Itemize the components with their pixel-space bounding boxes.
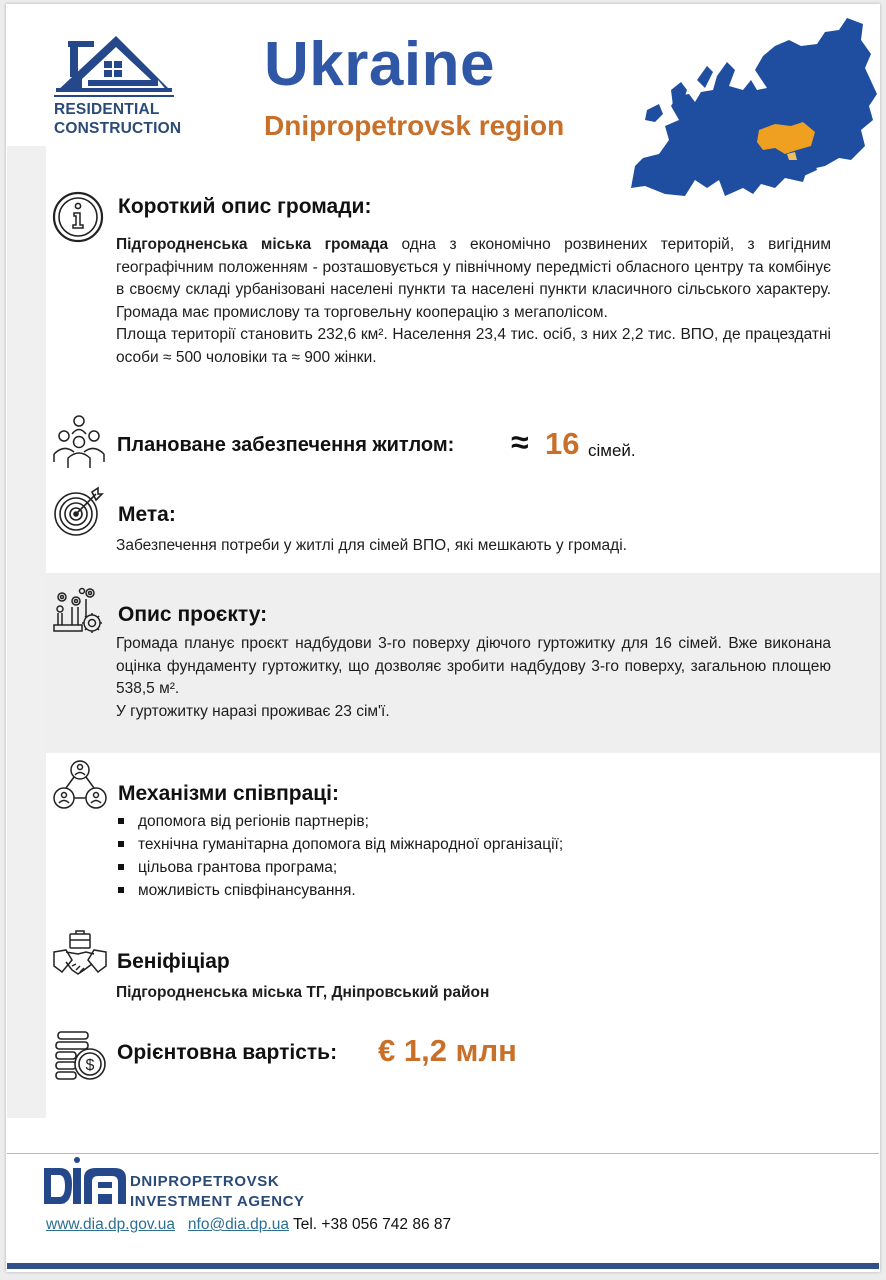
list-item: цільова грантова програма; <box>116 856 563 879</box>
project-residents: У гуртожитку наразі проживає 23 сім'ї. <box>116 702 390 720</box>
left-decorative-strip <box>7 146 46 1118</box>
footer-bottom-bar <box>7 1263 879 1269</box>
project-text <box>116 633 831 723</box>
logo-text-line1: RESIDENTIAL <box>54 101 160 118</box>
project-description: Громада планує проєкт надбудови 3-го поверху діючого гуртожитку для 16 сімей. Вже виконана оцінка фундаменту гуртожитку, що дозволяє зробити надбудову 3-го поверху, загальною площею 538,5 м². <box>116 635 831 697</box>
handshake-icon <box>52 930 108 985</box>
residential-construction-logo <box>48 36 208 138</box>
gears-icon <box>52 587 104 640</box>
europe-map-icon <box>625 10 880 200</box>
list-item: допомога від регіонів партнерів; <box>116 810 563 833</box>
contact-line <box>46 1216 451 1234</box>
house-logo-icon <box>48 36 178 100</box>
info-icon <box>52 191 104 248</box>
goal-text: Забезпечення потреби у житлі для сімей ВПО, які мешкають у громаді. <box>116 537 627 554</box>
footer-divider <box>7 1153 879 1154</box>
list-item: технічна гуманітарна допомога від міжнародної організації; <box>116 833 563 856</box>
agency-name-line1: DNIPROPETROVSK <box>130 1173 280 1190</box>
coins-dollar-icon <box>54 1030 108 1087</box>
approx-sign: ≈ <box>511 424 529 460</box>
cost-label: Орієнтовна вартість: <box>117 1041 338 1064</box>
description-body: одна з економічно розвинених територій, з вигідним географічним положенням - розташовується у північному передмісті обласного центру та комбінує в своєму складі урбанізовані населені пункти та населені пункти класичного сільського характеру. Громада має промислову та торговельну кооперацію з мегаполісом. <box>116 236 831 321</box>
cooperation-title: Механізми співпраці: <box>118 782 340 805</box>
target-icon <box>52 486 104 543</box>
cost-value: € 1,2 млн <box>378 1033 517 1068</box>
description-text <box>116 234 831 369</box>
email-link[interactable]: nfo@dia.dp.ua <box>187 1216 289 1233</box>
people-group-icon <box>50 412 108 475</box>
cooperation-list <box>116 810 563 902</box>
website-link[interactable]: www.dia.dp.gov.ua <box>46 1216 175 1233</box>
agency-name-line2: INVESTMENT AGENCY <box>130 1193 305 1210</box>
list-item: можливість співфінансування. <box>116 879 563 902</box>
housing-unit: сімей. <box>588 441 636 460</box>
agency-name <box>130 1172 305 1212</box>
description-title: Короткий опис громади: <box>118 195 372 218</box>
phone-number: Tel. +38 056 742 86 87 <box>292 1216 452 1233</box>
beneficiary-text: Підгородненська міська ТГ, Дніпровський район <box>116 984 490 1001</box>
project-title: Опис проєкту: <box>118 603 268 626</box>
page-title: Ukraine <box>264 30 495 99</box>
page-subtitle: Dnipropetrovsk region <box>264 110 565 141</box>
beneficiary-title: Беніфіціар <box>117 950 230 973</box>
community-name: Підгородненська міська громада <box>116 236 389 253</box>
svg-text:$: $ <box>85 1057 95 1074</box>
housing-value: 16 <box>545 426 580 461</box>
dia-logo <box>44 1156 128 1213</box>
logo-text-line2: CONSTRUCTION <box>54 120 182 137</box>
description-stats: Площа території становить 232,6 км². Населення 23,4 тис. осіб, з них 2,2 тис. ВПО, де працездатні особи ≈ 500 чоловіки та ≈ 900 жінки. <box>116 326 831 366</box>
network-people-icon <box>52 759 108 816</box>
goal-title: Мета: <box>118 503 176 526</box>
housing-label: Плановане забезпечення житлом: <box>117 434 455 456</box>
